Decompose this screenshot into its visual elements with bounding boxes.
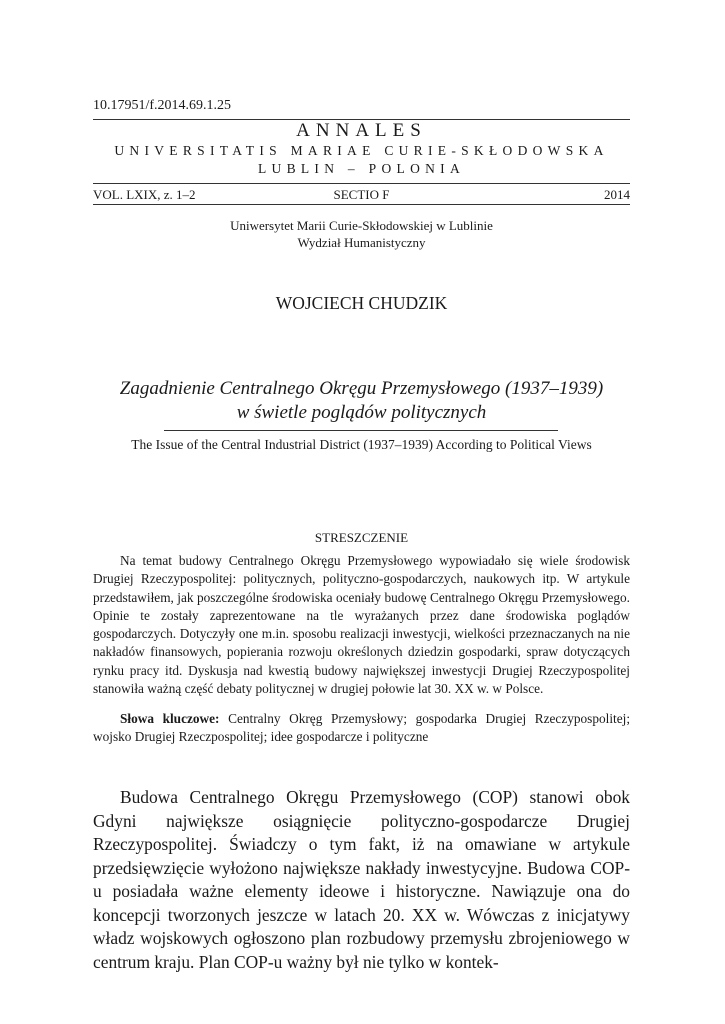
- university-line: UNIVERSITATIS MARIAE CURIE-SKŁODOWSKA: [114, 143, 609, 158]
- body-paragraph: Budowa Centralnego Okręgu Przemysłowego (COP) stanowi obok Gdyni największe osiągnięcie polityczno-gospodarcze Drugiej Rzeczypospolitej. Świadczy o tym fakt, iż na omawiane w artykule przedsięwzięcie wyłożono największe nakłady inwestycyjne. Budowa COP-u posiadała ważne elementy ideowe i historyczne. Nawiązuje ona do koncepcji tworzonych jeszcze w latach 20. XX w. Wówczas z inicjatywy władz wojskowych ogłoszono plan rozbudowy przemysłu zbrojeniowego w centrum kraju. Plan COP-u ważny był nie tylko w kontek-: [93, 787, 630, 972]
- affiliation-university: Uniwersytet Marii Curie-Skłodowskiej w Lublinie: [230, 218, 493, 233]
- keywords-list: Centralny Okręg Przemysłowy; gospodarka Drugiej Rzeczypospolitej; wojsko Drugiej Rzeczpospolitej; idee gospodarcze i polityczne: [93, 711, 631, 745]
- year: 2014: [604, 187, 630, 202]
- abstract-paragraph: Na temat budowy Centralnego Okręgu Przemysłowego wypowiadało się wiele środowisk Drugiej Rzeczypospolitej: politycznych, polityczno-gospodarczych, naukowych itp. W artykule przedstawiłem, jak poszczególne środowiska oceniały budowę Centralnego Okręgu Przemysłowego. Opinie te zostały zaprezentowane na tle wyrażanych przez dane środowiska poglądów gospodarczych. Dotyczyły one m.in. sposobu realizacji inwestycji, wielkości przeznaczanych na nie nakładów finansowych, popierania rozwoju określonych dziedzin gospodarki, spraw dotyczących rynku pracy itd. Dyskusja nad kwestią budowy największej inwestycji Drugiej Rzeczypospolitej stanowiła ważną część debaty politycznej w drugiej połowie lat 30. XX w. w Polsce.: [93, 553, 630, 697]
- keywords: [93, 710, 630, 747]
- doi: 10.17951/f.2014.69.1.25: [93, 98, 232, 113]
- location-line: LUBLIN – POLONIA: [257, 161, 466, 176]
- english-title: The Issue of the Central Industrial District (1937–1939) According to Political Views: [131, 437, 592, 452]
- section: SECTIO F: [333, 187, 390, 202]
- header-bottom-rule: [93, 204, 630, 205]
- volume: VOL. LXIX, z. 1–2: [93, 187, 196, 202]
- journal-title: ANNALES: [296, 120, 427, 141]
- author-name: WOJCIECH CHUDZIK: [275, 293, 448, 313]
- title-line-1: Zagadnienie Centralnego Okręgu Przemysłowego (1937–1939): [119, 378, 604, 399]
- title-line-2: w świetle poglądów politycznych: [236, 402, 487, 423]
- abstract-text: [93, 552, 630, 698]
- abstract-heading: STRESZCZENIE: [314, 530, 409, 545]
- keywords-label: Słowa kluczowe:: [120, 711, 220, 726]
- title-rule: [164, 430, 558, 431]
- affiliation-faculty: Wydział Humanistyczny: [297, 235, 426, 250]
- body-text: [93, 786, 630, 974]
- header-mid-rule: [93, 183, 630, 184]
